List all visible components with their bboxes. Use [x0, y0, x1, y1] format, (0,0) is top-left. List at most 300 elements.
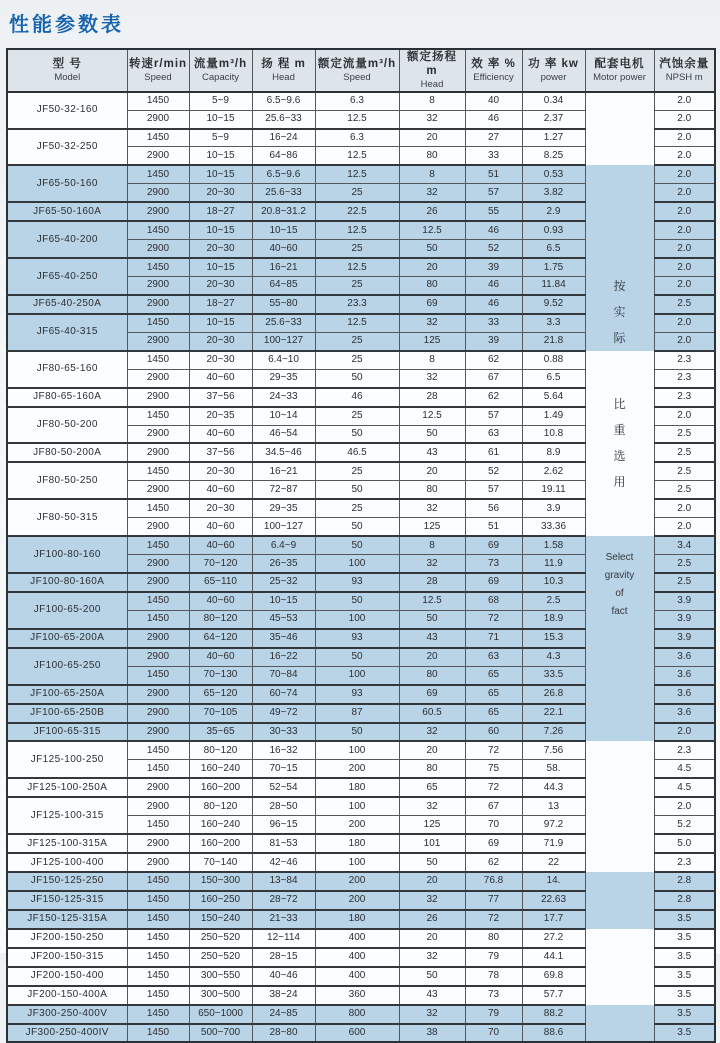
speed-cell: 1450: [127, 1005, 189, 1024]
rated_head-cell: 80: [399, 277, 465, 295]
rated_head-cell: 32: [399, 110, 465, 128]
column-header-en: Head: [272, 71, 295, 83]
performance-table: [6, 48, 716, 1043]
power-cell: 97.2: [522, 816, 585, 834]
speed-cell: 1450: [127, 891, 189, 910]
rated_flow-cell: 50: [315, 536, 399, 554]
npsh-cell: 3.5: [654, 910, 715, 929]
power-cell: 14.: [522, 872, 585, 891]
efficiency-cell: 46: [465, 277, 522, 295]
power-cell: 10.3: [522, 573, 585, 592]
rated_flow-cell: 12.5: [315, 258, 399, 276]
capacity-cell: 37~56: [189, 388, 252, 407]
column-header-cn: 汽蚀余量: [659, 58, 710, 71]
rated_head-cell: 101: [399, 834, 465, 853]
power-cell: 22.63: [522, 891, 585, 910]
motor-note-line: 用: [613, 475, 626, 490]
table-row: [7, 536, 715, 554]
npsh-cell: 2.3: [654, 369, 715, 387]
rated_head-cell: 65: [399, 778, 465, 797]
npsh-cell: 3.5: [654, 929, 715, 948]
npsh-cell: 3.9: [654, 629, 715, 648]
rated_head-cell: 8: [399, 351, 465, 369]
model-cell: JF100-65-200A: [7, 629, 127, 648]
model-cell: JF150-125-315A: [7, 910, 127, 929]
rated_head-cell: 20: [399, 129, 465, 147]
rated_head-cell: 50: [399, 610, 465, 628]
rated_flow-cell: 22.5: [315, 202, 399, 221]
speed-cell: 2900: [127, 277, 189, 295]
rated_head-cell: 32: [399, 184, 465, 202]
rated_head-cell: 8: [399, 536, 465, 554]
motor-power-cell: [585, 165, 654, 350]
speed-cell: 1450: [127, 351, 189, 369]
speed-cell: 1450: [127, 536, 189, 554]
npsh-cell: 2.0: [654, 258, 715, 276]
speed-cell: 2900: [127, 147, 189, 165]
power-cell: 44.3: [522, 778, 585, 797]
capacity-cell: 40~60: [189, 518, 252, 536]
power-cell: 21.8: [522, 332, 585, 350]
speed-cell: 1450: [127, 92, 189, 110]
rated_head-cell: 50: [399, 853, 465, 872]
model-cell: JF100-65-200: [7, 592, 127, 629]
efficiency-cell: 73: [465, 986, 522, 1005]
model-cell: JF100-80-160: [7, 536, 127, 573]
rated_flow-cell: 200: [315, 872, 399, 891]
speed-cell: 1450: [127, 258, 189, 276]
npsh-cell: 2.0: [654, 314, 715, 332]
head-cell: 30~33: [252, 723, 315, 742]
npsh-cell: 2.0: [654, 723, 715, 742]
npsh-cell: 2.5: [654, 573, 715, 592]
speed-cell: 1450: [127, 910, 189, 929]
head-cell: 12~114: [252, 929, 315, 948]
npsh-cell: 3.9: [654, 592, 715, 610]
capacity-cell: 10~15: [189, 221, 252, 239]
power-cell: 22: [522, 853, 585, 872]
model-cell: JF125-100-250A: [7, 778, 127, 797]
efficiency-cell: 57: [465, 481, 522, 499]
rated_head-cell: 20: [399, 648, 465, 666]
capacity-cell: 20~30: [189, 184, 252, 202]
npsh-cell: 3.6: [654, 704, 715, 723]
head-cell: 25~32: [252, 573, 315, 592]
rated_head-cell: 69: [399, 685, 465, 704]
power-cell: 3.82: [522, 184, 585, 202]
speed-cell: 1450: [127, 872, 189, 891]
table-row: [7, 929, 715, 948]
power-cell: 3.3: [522, 314, 585, 332]
capacity-cell: 64~120: [189, 629, 252, 648]
rated_head-cell: 8: [399, 92, 465, 110]
power-cell: 19.11: [522, 481, 585, 499]
rated_head-cell: 125: [399, 816, 465, 834]
capacity-cell: 300~550: [189, 967, 252, 986]
head-cell: 28~15: [252, 948, 315, 967]
column-header-en: Speed: [144, 71, 172, 83]
power-cell: 88.2: [522, 1005, 585, 1024]
rated_flow-cell: 93: [315, 685, 399, 704]
header-row: [7, 49, 715, 92]
table-container: [6, 48, 716, 1043]
npsh-cell: 2.3: [654, 388, 715, 407]
capacity-cell: 250~520: [189, 948, 252, 967]
power-cell: 0.93: [522, 221, 585, 239]
power-cell: 26.8: [522, 685, 585, 704]
power-cell: 6.5: [522, 369, 585, 387]
head-cell: 40~46: [252, 967, 315, 986]
motor-power-cell: [585, 536, 654, 741]
rated_flow-cell: 93: [315, 629, 399, 648]
npsh-cell: 2.0: [654, 407, 715, 425]
head-cell: 42~46: [252, 853, 315, 872]
efficiency-cell: 57: [465, 407, 522, 425]
capacity-cell: 160~200: [189, 834, 252, 853]
rated_flow-cell: 360: [315, 986, 399, 1005]
head-cell: 70~15: [252, 760, 315, 778]
speed-cell: 1450: [127, 407, 189, 425]
table-row: [7, 741, 715, 759]
column-header-power: [465, 49, 522, 92]
speed-cell: 2900: [127, 834, 189, 853]
speed-cell: 1450: [127, 666, 189, 684]
capacity-cell: 150~300: [189, 872, 252, 891]
column-header-cn: 功 率 kw: [528, 58, 579, 71]
rated_flow-cell: 25: [315, 462, 399, 480]
model-cell: JF150-125-315: [7, 891, 127, 910]
rated_flow-cell: 180: [315, 778, 399, 797]
head-cell: 6.4~10: [252, 351, 315, 369]
capacity-cell: 65~120: [189, 685, 252, 704]
model-cell: JF80-50-200A: [7, 443, 127, 462]
power-cell: 6.5: [522, 240, 585, 258]
npsh-cell: 2.0: [654, 129, 715, 147]
head-cell: 16~32: [252, 741, 315, 759]
motor-note-line: 际: [613, 330, 626, 345]
power-cell: 8.25: [522, 147, 585, 165]
power-cell: 44.1: [522, 948, 585, 967]
rated_flow-cell: 46: [315, 388, 399, 407]
capacity-cell: 500~700: [189, 1024, 252, 1043]
capacity-cell: 70~105: [189, 704, 252, 723]
npsh-cell: 2.0: [654, 277, 715, 295]
motor-note-line: 实: [613, 304, 626, 319]
capacity-cell: 40~60: [189, 536, 252, 554]
motor-power-cell: [585, 872, 654, 929]
power-cell: 2.9: [522, 202, 585, 221]
head-cell: 28~50: [252, 797, 315, 815]
efficiency-cell: 51: [465, 165, 522, 183]
power-cell: 17.7: [522, 910, 585, 929]
motor-note-line: 比: [613, 397, 626, 412]
power-cell: 1.75: [522, 258, 585, 276]
column-header-head: [189, 49, 252, 92]
speed-cell: 1450: [127, 221, 189, 239]
column-header-cn: 额定扬程 m: [407, 51, 457, 78]
model-cell: JF200-150-315: [7, 948, 127, 967]
rated_flow-cell: 100: [315, 797, 399, 815]
model-cell: JF65-40-250A: [7, 295, 127, 314]
head-cell: 40~60: [252, 240, 315, 258]
table-body: [7, 92, 715, 1043]
capacity-cell: 70~130: [189, 666, 252, 684]
efficiency-cell: 60: [465, 723, 522, 742]
speed-cell: 2900: [127, 685, 189, 704]
capacity-cell: 18~27: [189, 295, 252, 314]
efficiency-cell: 75: [465, 760, 522, 778]
efficiency-cell: 79: [465, 948, 522, 967]
rated_head-cell: 125: [399, 518, 465, 536]
capacity-cell: 20~30: [189, 240, 252, 258]
capacity-cell: 40~60: [189, 369, 252, 387]
rated_flow-cell: 200: [315, 816, 399, 834]
capacity-cell: 20~35: [189, 407, 252, 425]
efficiency-cell: 33: [465, 147, 522, 165]
speed-cell: 1450: [127, 314, 189, 332]
speed-cell: 1450: [127, 165, 189, 183]
npsh-cell: 3.4: [654, 536, 715, 554]
efficiency-cell: 72: [465, 610, 522, 628]
column-header-cn: 扬 程 m: [261, 58, 306, 71]
capacity-cell: 35~65: [189, 723, 252, 742]
table-row: [7, 1005, 715, 1024]
rated_head-cell: 32: [399, 948, 465, 967]
head-cell: 24~85: [252, 1005, 315, 1024]
power-cell: 15.3: [522, 629, 585, 648]
rated_head-cell: 12.5: [399, 407, 465, 425]
head-cell: 24~33: [252, 388, 315, 407]
table-row: [7, 351, 715, 369]
column-header-npsh: [654, 49, 715, 92]
capacity-cell: 40~60: [189, 592, 252, 610]
rated_flow-cell: 12.5: [315, 314, 399, 332]
efficiency-cell: 61: [465, 443, 522, 462]
power-cell: 5.64: [522, 388, 585, 407]
efficiency-cell: 67: [465, 797, 522, 815]
rated_flow-cell: 100: [315, 741, 399, 759]
capacity-cell: 160~240: [189, 760, 252, 778]
motor-note-line: 按: [613, 278, 626, 293]
head-cell: 25.6~33: [252, 314, 315, 332]
rated_head-cell: 12.5: [399, 592, 465, 610]
motor-power-cell: [585, 351, 654, 536]
npsh-cell: 3.5: [654, 1005, 715, 1024]
capacity-cell: 10~15: [189, 147, 252, 165]
table-header: [7, 49, 715, 92]
head-cell: 16~24: [252, 129, 315, 147]
efficiency-cell: 69: [465, 536, 522, 554]
speed-cell: 1450: [127, 967, 189, 986]
head-cell: 16~22: [252, 648, 315, 666]
efficiency-cell: 80: [465, 929, 522, 948]
efficiency-cell: 57: [465, 184, 522, 202]
head-cell: 21~33: [252, 910, 315, 929]
motor-note-line: Select: [605, 552, 634, 564]
speed-cell: 1450: [127, 592, 189, 610]
rated_flow-cell: 50: [315, 648, 399, 666]
npsh-cell: 2.5: [654, 555, 715, 573]
motor-note-line: 选: [613, 449, 626, 464]
model-cell: JF80-50-250: [7, 462, 127, 499]
speed-cell: 1450: [127, 986, 189, 1005]
rated_head-cell: 20: [399, 741, 465, 759]
npsh-cell: 3.5: [654, 1024, 715, 1043]
npsh-cell: 3.5: [654, 967, 715, 986]
speed-cell: 2900: [127, 648, 189, 666]
column-header-en: Efficiency: [473, 71, 514, 83]
model-cell: JF300-250-400IV: [7, 1024, 127, 1043]
speed-cell: 1450: [127, 462, 189, 480]
capacity-cell: 20~30: [189, 499, 252, 517]
npsh-cell: 2.5: [654, 295, 715, 314]
column-header-en: Capacity: [202, 71, 239, 83]
npsh-cell: 5.0: [654, 834, 715, 853]
motor-note-line: of: [615, 588, 624, 600]
efficiency-cell: 52: [465, 240, 522, 258]
efficiency-cell: 65: [465, 666, 522, 684]
capacity-cell: 40~60: [189, 481, 252, 499]
table-row: [7, 872, 715, 891]
head-cell: 13~84: [252, 872, 315, 891]
capacity-cell: 10~15: [189, 258, 252, 276]
column-header-cn: 转速r/min: [128, 58, 188, 71]
column-header-motor: [585, 49, 654, 92]
power-cell: 11.84: [522, 277, 585, 295]
efficiency-cell: 62: [465, 351, 522, 369]
npsh-cell: 2.3: [654, 351, 715, 369]
power-cell: 1.58: [522, 536, 585, 554]
rated_flow-cell: 12.5: [315, 165, 399, 183]
power-cell: 58.: [522, 760, 585, 778]
speed-cell: 2900: [127, 573, 189, 592]
rated_flow-cell: 180: [315, 910, 399, 929]
efficiency-cell: 72: [465, 741, 522, 759]
rated_flow-cell: 400: [315, 948, 399, 967]
rated_flow-cell: 93: [315, 573, 399, 592]
rated_flow-cell: 25: [315, 499, 399, 517]
head-cell: 6.5~9.6: [252, 92, 315, 110]
capacity-cell: 70~120: [189, 555, 252, 573]
model-cell: JF125-100-250: [7, 741, 127, 778]
model-cell: JF65-50-160: [7, 165, 127, 202]
rated_head-cell: 80: [399, 147, 465, 165]
column-header-cn: 配套电机: [594, 58, 645, 71]
rated_head-cell: 125: [399, 332, 465, 350]
npsh-cell: 2.5: [654, 481, 715, 499]
head-cell: 6.5~9.6: [252, 165, 315, 183]
column-header-cn: 额定流量m³/h: [317, 58, 397, 71]
rated_flow-cell: 400: [315, 929, 399, 948]
efficiency-cell: 52: [465, 462, 522, 480]
model-cell: JF80-65-160A: [7, 388, 127, 407]
npsh-cell: 2.0: [654, 184, 715, 202]
rated_head-cell: 43: [399, 986, 465, 1005]
power-cell: 33.36: [522, 518, 585, 536]
power-cell: 1.49: [522, 407, 585, 425]
head-cell: 100~127: [252, 332, 315, 350]
model-cell: JF65-40-315: [7, 314, 127, 351]
speed-cell: 2900: [127, 295, 189, 314]
head-cell: 64~85: [252, 277, 315, 295]
rated_flow-cell: 600: [315, 1024, 399, 1043]
efficiency-cell: 72: [465, 910, 522, 929]
model-cell: JF100-65-250B: [7, 704, 127, 723]
capacity-cell: 37~56: [189, 443, 252, 462]
efficiency-cell: 69: [465, 573, 522, 592]
table-row: [7, 92, 715, 110]
rated_head-cell: 50: [399, 425, 465, 443]
efficiency-cell: 67: [465, 369, 522, 387]
head-cell: 10~15: [252, 592, 315, 610]
model-cell: JF80-50-200: [7, 407, 127, 444]
capacity-cell: 10~15: [189, 165, 252, 183]
power-cell: 7.56: [522, 741, 585, 759]
column-header-en: NPSH m: [665, 71, 703, 83]
head-cell: 64~86: [252, 147, 315, 165]
npsh-cell: 2.0: [654, 110, 715, 128]
head-cell: 29~35: [252, 369, 315, 387]
power-cell: 71.9: [522, 834, 585, 853]
speed-cell: 2900: [127, 240, 189, 258]
rated_head-cell: 32: [399, 314, 465, 332]
rated_head-cell: 69: [399, 295, 465, 314]
efficiency-cell: 78: [465, 967, 522, 986]
capacity-cell: 70~140: [189, 853, 252, 872]
rated_head-cell: 32: [399, 723, 465, 742]
rated_head-cell: 32: [399, 555, 465, 573]
rated_head-cell: 20: [399, 929, 465, 948]
speed-cell: 1450: [127, 760, 189, 778]
column-header-rated_flow: [252, 49, 315, 92]
capacity-cell: 300~500: [189, 986, 252, 1005]
rated_flow-cell: 12.5: [315, 110, 399, 128]
head-cell: 20.8~31.2: [252, 202, 315, 221]
table-row: [7, 165, 715, 183]
efficiency-cell: 70: [465, 816, 522, 834]
npsh-cell: 2.0: [654, 202, 715, 221]
efficiency-cell: 72: [465, 778, 522, 797]
speed-cell: 2900: [127, 853, 189, 872]
rated_head-cell: 8: [399, 165, 465, 183]
model-cell: JF80-50-315: [7, 499, 127, 536]
power-cell: 22.1: [522, 704, 585, 723]
rated_flow-cell: 50: [315, 592, 399, 610]
head-cell: 34.5~46: [252, 443, 315, 462]
npsh-cell: 3.5: [654, 948, 715, 967]
rated_flow-cell: 12.5: [315, 147, 399, 165]
column-header-cn: 效 率 %: [471, 58, 516, 71]
speed-cell: 1450: [127, 610, 189, 628]
npsh-cell: 2.0: [654, 221, 715, 239]
efficiency-cell: 46: [465, 110, 522, 128]
motor-power-cell: [585, 1005, 654, 1043]
model-cell: JF100-80-160A: [7, 573, 127, 592]
npsh-cell: 2.8: [654, 891, 715, 910]
motor-note-line: 重: [613, 423, 626, 438]
efficiency-cell: 79: [465, 1005, 522, 1024]
model-cell: JF200-150-400A: [7, 986, 127, 1005]
head-cell: 16~21: [252, 462, 315, 480]
rated_flow-cell: 50: [315, 481, 399, 499]
rated_head-cell: 20: [399, 258, 465, 276]
rated_flow-cell: 25: [315, 407, 399, 425]
rated_flow-cell: 100: [315, 666, 399, 684]
power-cell: 0.34: [522, 92, 585, 110]
efficiency-cell: 70: [465, 1024, 522, 1043]
npsh-cell: 2.8: [654, 872, 715, 891]
column-header-en: Head: [420, 78, 444, 90]
